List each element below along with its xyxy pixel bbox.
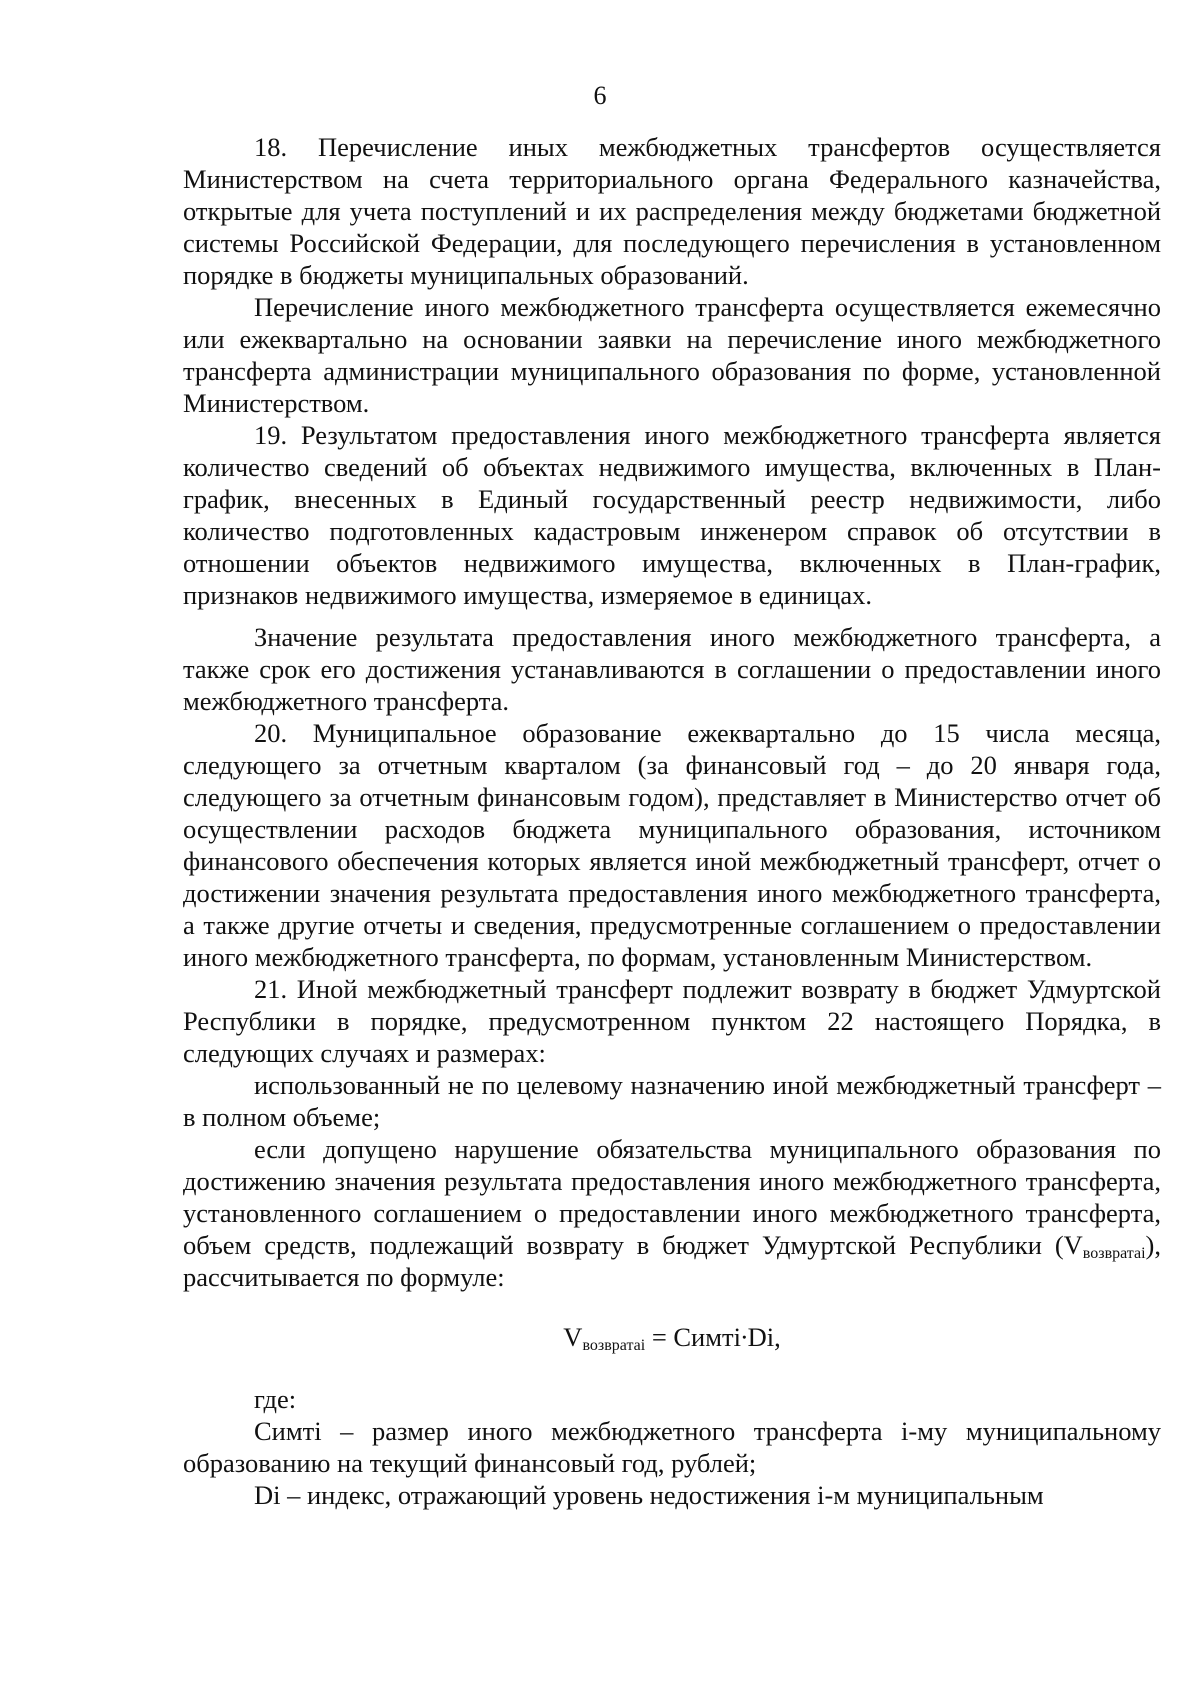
definition-di: Di – индекс, отражающий уровень недостижения i-м муниципальным [254, 1480, 1044, 1510]
paragraph-19-result-value: Значение результата предоставления иного межбюджетного трансферта, а также срок его достижения устанавливаются в соглашении о предоставлении иного межбюджетного трансферта. [183, 622, 1161, 716]
formula-lhs: V [563, 1322, 583, 1352]
document-body [183, 131, 1161, 1511]
return-formula [183, 1321, 1161, 1353]
paragraph-18-transfer-schedule: Перечисление иного межбюджетного трансферта осуществляется ежемесячно или ежеквартально на основании заявки на перечисление иного межбюджетного трансферта администрации муниципального образования по форме, установленной Министерством. [183, 292, 1161, 418]
violation-case-tail: ), рассчитывается по формуле: [183, 1230, 1161, 1292]
paragraph-20: 20. Муниципальное образование ежеквартально до 15 числа месяца, следующего за отчетным кварталом (за финансовый год – до 20 января года, следующего за отчетным финансовым годом), представляет в Министерство отчет об осуществлении расходов бюджета муниципального образования, источником финансового обеспечения которых является иной межбюджетный трансферт, отчет о достижении значения результата предоставления иного межбюджетного трансферта, а также другие отчеты и сведения, предусмотренные соглашением о предоставлении иного межбюджетного трансферта, по формам, установленным Министерством. [183, 718, 1161, 972]
formula-rhs: = Симтi∙Di, [645, 1322, 781, 1352]
paragraph-19: 19. Результатом предоставления иного межбюджетного трансферта является количество сведений об объектах недвижимого имущества, включенных в План-график, внесенных в Единый государственный реестр недвижимости, либо количество подготовленных кадастровым инженером справок об отсутствии в отношении объектов недвижимого имущества, включенных в План-график, признаков недвижимого имущества, измеряемое в единицах. [183, 420, 1161, 610]
definition-simt: Симтi – размер иного межбюджетного трансферта i-му муниципальному образованию на текущий финансовый год, рублей; [183, 1416, 1161, 1478]
formula-where-label: где: [254, 1384, 297, 1414]
violation-case-text: если допущено нарушение обязательства муниципального образования по достижению значения результата предоставления иного межбюджетного трансферта, установленного соглашением о предоставлении иного межбюджетного трансферта, объем средств, подлежащий возврату в бюджет Удмуртской Республики (V [183, 1134, 1161, 1260]
paragraph-21: 21. Иной межбюджетный трансферт подлежит возврату в бюджет Удмуртской Республики в порядке, предусмотренном пунктом 22 настоящего Порядка, в следующих случаях и размерах: [183, 974, 1161, 1068]
paragraph-21-misuse-case: использованный не по целевому назначению иной межбюджетный трансферт – в полном объеме; [183, 1070, 1161, 1132]
paragraph-18: 18. Перечисление иных межбюджетных трансфертов осуществляется Министерством на счета территориального органа Федерального казначейства, открытые для учета поступлений и их распределения между бюджетами бюджетной системы Российской Федерации, для последующего перечисления в установленном порядке в бюджеты муниципальных образований. [183, 132, 1161, 290]
paragraph-21-violation-case [183, 1133, 1161, 1293]
page-number: 6 [593, 81, 607, 110]
violation-case-subscript: возвратаi [1082, 1245, 1146, 1262]
formula-lhs-subscript: возвратаi [582, 1337, 646, 1354]
